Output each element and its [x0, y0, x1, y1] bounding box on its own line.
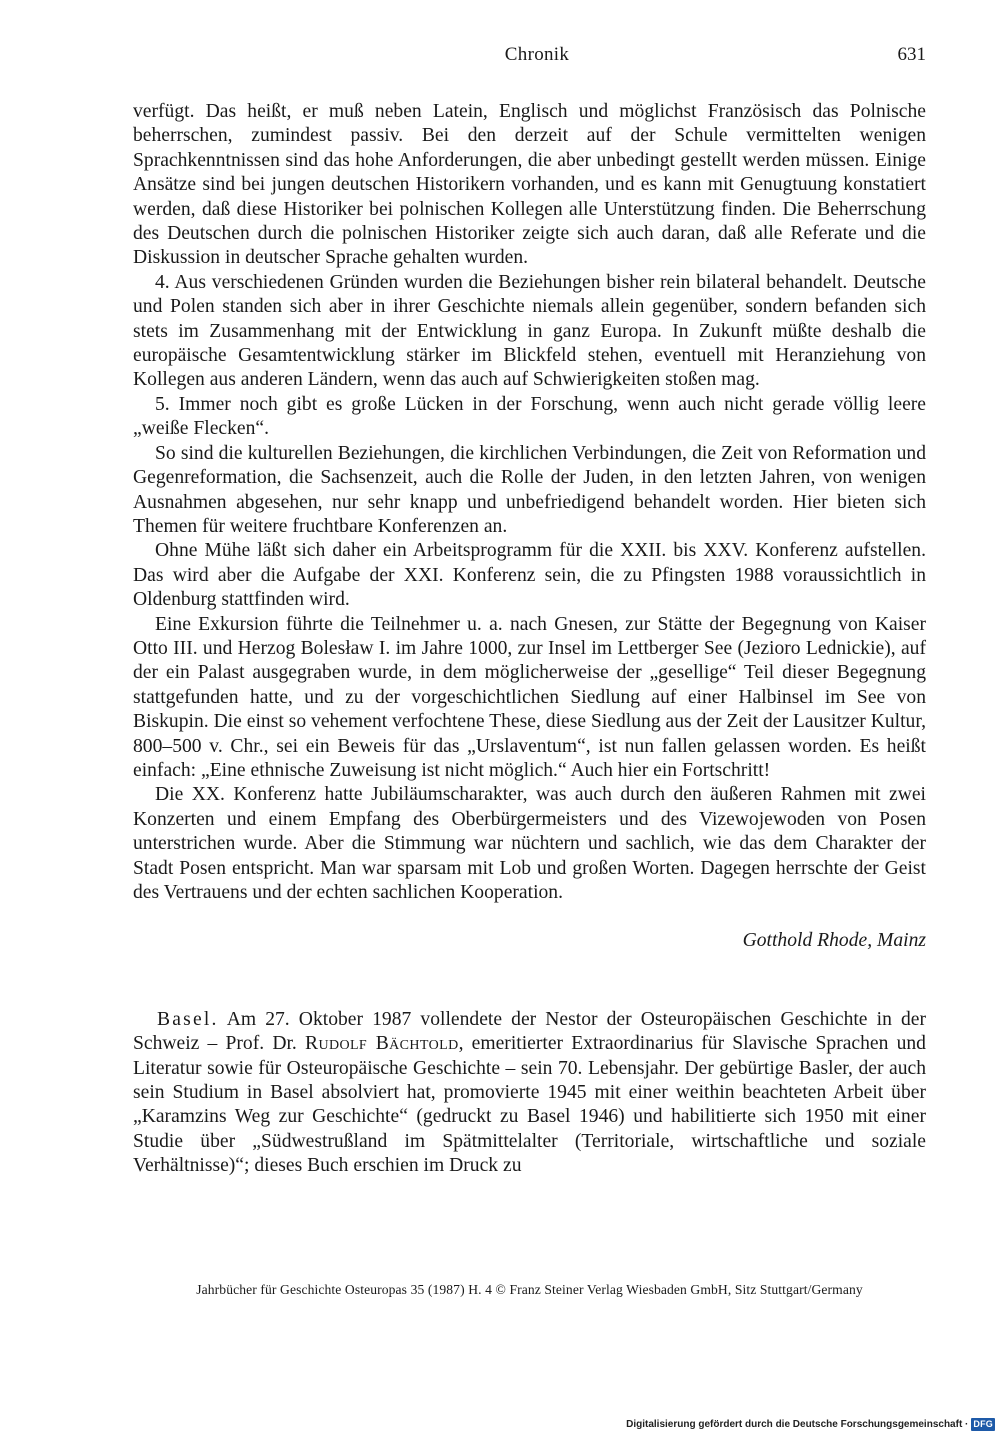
page-number: 631: [897, 44, 926, 65]
paragraph-basel: [133, 1008, 926, 1179]
basel-text-b: , emeritierter Extraordinarius für Slavische Sprachen und Literatur sowie für Osteuropäische Geschichte – sein 70. Lebensjahr. Der gebürtige Basler, der auch sein Studium in Basel absolviert hat, promovierte 1945 mit einer weithin beachteten Arbeit über „Karamzins Weg zur Geschichte“ (gedruckt zu Basel 1946) und habilitierte sich 1950 mit einer Studie über „Südwestrußland im Spätmittelalter (Territoriale, wirtschaftliche und soziale Verhältnisse)“; dieses Buch erschien im Druck zu: [133, 1033, 926, 1177]
article-body: [133, 100, 926, 1179]
paragraph-work-program: Ohne Mühe läßt sich daher ein Arbeitsprogramm für die XXII. bis XXV. Konferenz aufstellen. Das wird aber die Aufgabe der XXI. Konferenz sein, die zu Pfingsten 1988 voraussichtlich in Oldenburg stattfinden wird.: [133, 540, 926, 611]
paragraph-jubilee: Die XX. Konferenz hatte Jubiläumscharakter, was auch durch den äußeren Rahmen mit zwei Konzerten und einem Empfang des Oberbürgermeisters und des Vizewojewoden von Posen unterstrichen wurde. Aber die Stimmung war nüchtern und sachlich, wie das dem Charakter der Stadt Posen entspricht. Man war sparsam mit Lob und großen Worten. Dagegen herrschte der Geist des Vertrauens und der echten sachlichen Kooperation.: [133, 784, 926, 903]
paragraph-research-gaps: So sind die kulturellen Beziehungen, die kirchlichen Verbindungen, die Zeit von Reformation und Gegenreformation, die Sachsenzeit, auch die Rolle der Juden, in den letzten Jahren, von wenigen Ausnahmen abgesehen, nur sehr knapp und unbefriedigend behandelt worden. Hier bieten sich Themen für weitere fruchtbare Konferenzen an.: [133, 442, 926, 537]
paragraph-point-4: 4. Aus verschiedenen Gründen wurden die Beziehungen bisher rein bilateral behandelt. Deutsche und Polen standen sich aber in ihrer Geschichte niemals allein gegenüber, sondern befanden sich stets im Zusammenhang mit der Entwicklung in ganz Europa. In Zukunft müßte deshalb die europäische Gesamtentwicklung stärker im Blickfeld stehen, eventuell mit Heranziehung von Kollegen aus anderen Ländern, wenn das auch auf Schwierigkeiten stoßen mag.: [133, 271, 926, 391]
dfg-notice-text: Digitalisierung gefördert durch die Deutsche Forschungsgemeinschaft ·: [626, 1418, 969, 1430]
paragraph-excursion: Eine Exkursion führte die Teilnehmer u. a. nach Gnesen, zur Stätte der Begegnung von Kaiser Otto III. und Herzog Bolesław I. im Jahre 1000, zur Insel im Lettberger See (Jezioro Lednickie), auf der ein Palast ausgegraben wurde, in dem möglicherweise der „gesellige“ Teil dieser Begegnung stattgefunden hatte, und zu der vorgeschichtlichen Siedlung auf einer Halbinsel im See von Biskupin. Die einst so vehement verfochtene These, diese Siedlung aus der Zeit der Lausitzer Kultur, 800–500 v. Chr., sei ein Beweis für das „Urslaventum“, ist nun fallen gelassen worden. Es heißt einfach: „Eine ethnische Zuweisung ist nicht möglich.“ Auch hier ein Fortschritt!: [133, 613, 926, 781]
page-header: [148, 44, 926, 74]
author-signature: Gotthold Rhode, Mainz: [742, 930, 926, 952]
basel-text-a: Am 27. Oktober 1987 vollendete der Nestor der Osteuropäischen Geschichte in der Schweiz – Prof. Dr.: [133, 1008, 926, 1055]
place-heading: Basel.: [157, 1008, 219, 1030]
dfg-notice: [607, 1417, 995, 1431]
paragraph-continuation: verfügt. Das heißt, er muß neben Latein, Englisch und möglichst Französisch das Polnische beherrschen, zumindest passiv. Bei den derzeit auf der Schule vermittelten wenigen Sprachkenntnissen sind das hohe Anforderungen, die aber unbedingt gestellt werden müssen. Einige Ansätze sind bei jungen deutschen Historikern vorhanden, und es kann mit Genugtuung konstatiert werden, daß diese Historiker bei polnischen Kollegen alle Unterstützung finden. Die Beherrschung des Deutschen durch die polnischen Historiker zeigte sich auch daran, daß alle Referate und die Diskussion in deutscher Sprache gehalten wurden.: [133, 101, 926, 269]
paragraph-point-5: 5. Immer noch gibt es große Lücken in der Forschung, wenn auch nicht gerade völlig leere „weiße Flecken“.: [133, 393, 926, 440]
running-title: Chronik: [504, 44, 570, 65]
person-name: Rudolf Bächtold: [304, 1033, 459, 1055]
dfg-logo-icon: DFG: [973, 1418, 993, 1429]
journal-footer: Jahrbücher für Geschichte Osteuropas 35 (1987) H. 4 © Franz Steiner Verlag Wiesbaden GmbH, Sitz Stuttgart/Germany: [196, 1282, 863, 1297]
